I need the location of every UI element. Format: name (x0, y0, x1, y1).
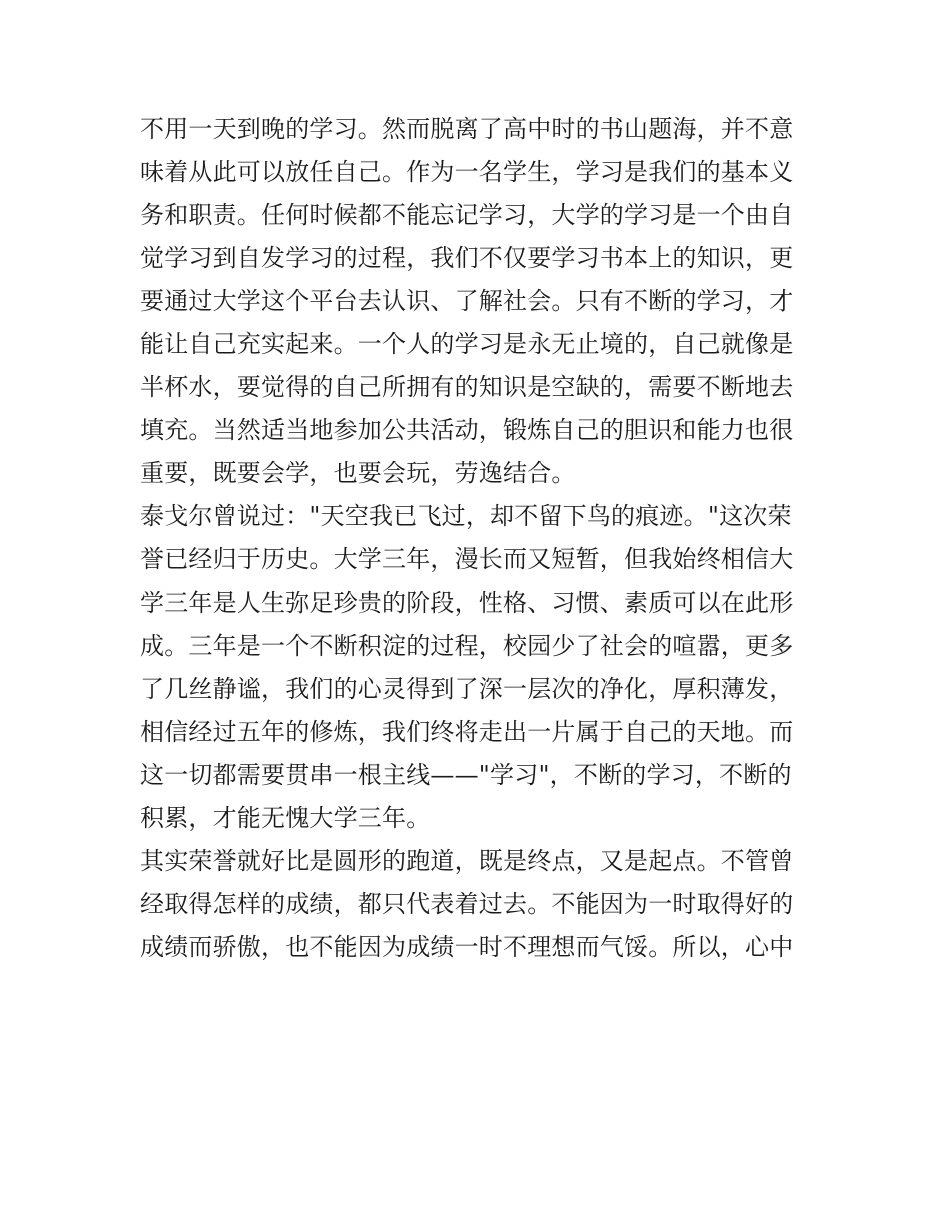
text-line: 成绩而骄傲，也不能因为成绩一时不理想而气馁。所以，心中 (140, 932, 794, 961)
text-line: 不用一天到晚的学习。然而脱离了高中时的书山题海，并不意 (140, 115, 794, 143)
text-line: 能让自己充实起来。一个人的学习是永无止境的，自己就像是 (140, 330, 794, 359)
text-line: 成。三年是一个不断积淀的过程，校园少了社会的喧嚣，更多 (140, 631, 794, 660)
text-line: 这一切都需要贯串一根主线——"学习"，不断的学习，不断的 (140, 760, 792, 789)
text-line: 学三年是人生弥足珍贵的阶段，性格、习惯、素质可以在此形 (140, 588, 794, 617)
text-line: 要通过大学这个平台去认识、了解社会。只有不断的学习，才 (140, 287, 794, 316)
text-line: 觉学习到自发学习的过程，我们不仅要学习书本上的知识，更 (140, 244, 794, 273)
text-line: 半杯水，要觉得的自己所拥有的知识是空缺的，需要不断地去 (140, 373, 794, 402)
text-line: 填充。当然适当地参加公共活动，锻炼自己的胆识和能力也很 (140, 416, 794, 445)
text-line: 积累，才能无愧大学三年。 (140, 803, 431, 832)
text-line: 了几丝静谧，我们的心灵得到了深一层次的净化，厚积薄发， (140, 674, 794, 703)
text-line: 誉已经归于历史。大学三年，漫长而又短暂，但我始终相信大 (140, 545, 794, 574)
text-line: 味着从此可以放任自己。作为一名学生，学习是我们的基本义 (140, 158, 794, 187)
text-line: 经取得怎样的成绩，都只代表着过去。不能因为一时取得好的 (140, 889, 794, 918)
body-text (140, 108, 830, 969)
text-line: 务和职责。任何时候都不能忘记学习，大学的学习是一个由自 (140, 201, 794, 230)
text-line: 相信经过五年的修炼，我们终将走出一片属于自己的天地。而 (140, 717, 794, 746)
text-line: 重要，既要会学，也要会玩，劳逸结合。 (140, 459, 576, 488)
text-line: 其实荣誉就好比是圆形的跑道，既是终点，又是起点。不管曾 (140, 846, 794, 875)
text-line: 泰戈尔曾说过："天空我已飞过，却不留下鸟的痕迹。"这次荣 (140, 502, 792, 531)
